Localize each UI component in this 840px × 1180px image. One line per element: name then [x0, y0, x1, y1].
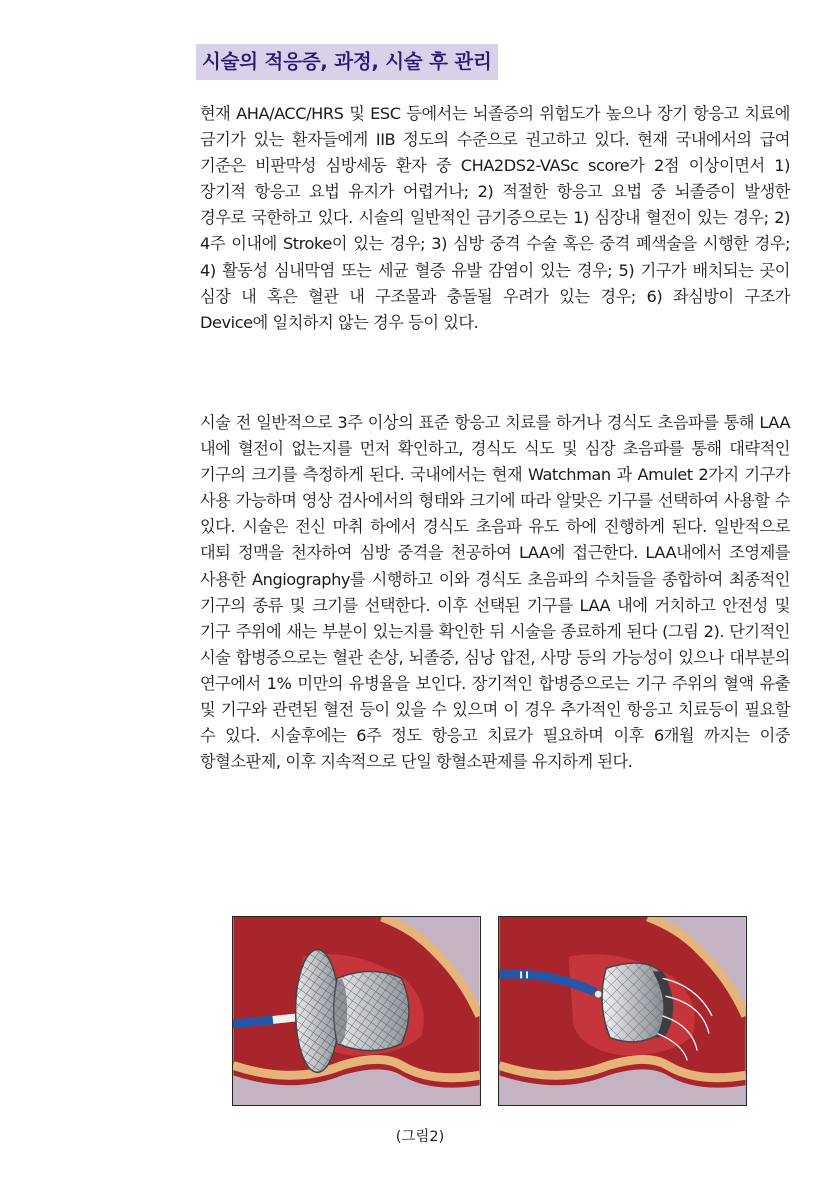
- body-paragraph-procedure: 시술 전 일반적으로 3주 이상의 표준 항응고 치료를 하거나 경식도 초음파를 통해 LAA 내에 혈전이 없는지를 먼저 확인하고, 경식도 식도 및 심장 초음파를 통해 대략적인 기구의 크기를 측정하게 된다. 국내에서는 현재 Watchman 과 Amulet 2가지 기구가 사용 가능하며 영상 검사에서의 형태와 크기에 따라 알맞은 기구를 선택하여 사용할 수 있다. 시술은 전신 마취 하에서 경식도 초음파 유도 하에 진행하게 된다. 일반적으로 대퇴 정맥을 천자하여 심방 중격을 천공하여 LAA에 접근한다. LAA내에서 조영제를 사용한 Angiography를 시행하고 이와 경식도 초음파의 수치들을 종합하여 최종적인 기구의 종류 및 크기를 선택한다. 이후 선택된 기구를 LAA 내에 거치하고 안전성 및 기구 주위에 새는 부분이 있는지를 확인한 뒤 시술을 종료하게 된다 (그림 2). 단기적인 시술 합병증으로는 혈관 손상, 뇌졸증, 심낭 압전, 사망 등의 가능성이 있으나 대부분의 연구에서 1% 미만의 유병율을 보인다. 장기적인 합병증으로는 기구 주위의 혈액 유출 및 기구와 관련된 혈전 등이 있을 수 있으며 이 경우 추가적인 항응고 치료등이 필요할 수 있다. 시술후에는 6주 정도 항응고 치료가 필요하며 이후 6개월 까지는 이중 항혈소판제, 이후 지속적으로 단일 항혈소판제를 유지하게 된다.: [200, 413, 790, 772]
- watchman-device-drawing: [499, 917, 746, 1105]
- section-heading: 시술의 적응증, 과정, 시술 후 관리: [196, 44, 498, 80]
- figure-caption: (그림2): [395, 1129, 445, 1145]
- amulet-device-illustration: [232, 916, 481, 1106]
- watchman-device-illustration: [498, 916, 747, 1106]
- amulet-device-drawing: [233, 917, 480, 1105]
- body-paragraph-indications: 현재 AHA/ACC/HRS 및 ESC 등에서는 뇌졸증의 위험도가 높으나 장기 항응고 치료에 금기가 있는 환자들에게 IIB 정도의 수준으로 권고하고 있다. 현재 국내에서의 급여 기준은 비판막성 심방세동 환자 중 CHA2DS2-VASc score가 2점 이상이면서 1) 장기적 항응고 요법 유지가 어렵거나; 2) 적절한 항응고 요법 중 뇌졸증이 발생한 경우로 국한하고 있다. 시술의 일반적인 금기증으로는 1) 심장내 혈전이 있는 경우; 2) 4주 이내에 Stroke이 있는 경우; 3) 심방 중격 수술 혹은 중격 폐색술을 시행한 경우; 4) 활동성 심내막염 또는 세균 혈증 유발 감염이 있는 경우; 5) 기구가 배치되는 곳이 심장 내 혹은 혈관 내 구조물과 충돌될 우려가 있는 경우; 6) 좌심방이 구조가 Device에 일치하지 않는 경우 등이 있다.: [200, 104, 790, 332]
